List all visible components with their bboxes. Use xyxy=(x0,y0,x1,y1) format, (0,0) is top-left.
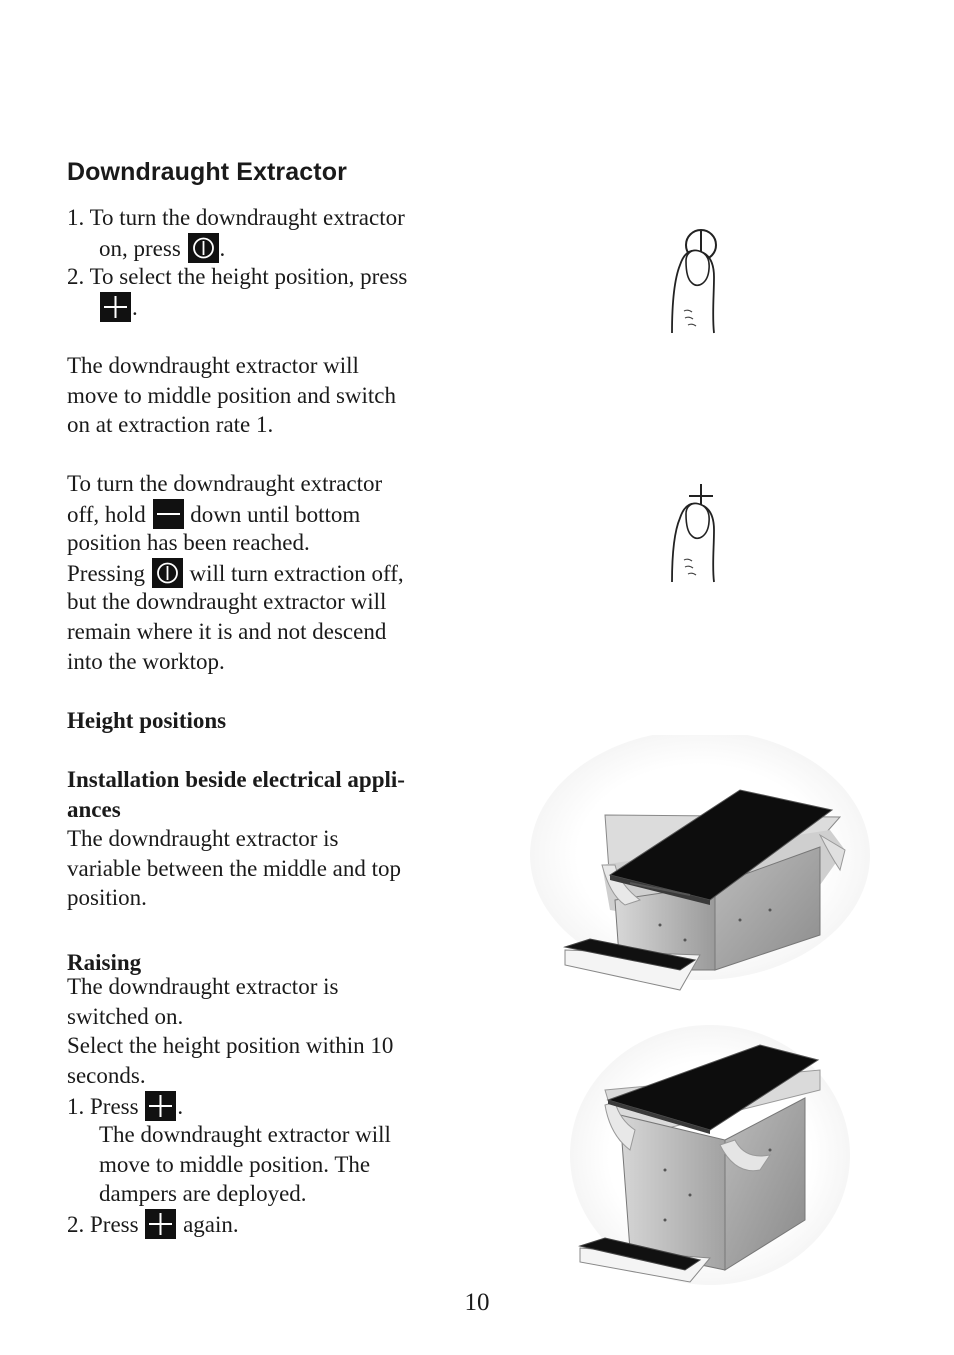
step1-line2-pre: on, press xyxy=(99,236,181,261)
paragraph-line-with-key xyxy=(67,499,360,530)
power-key-icon xyxy=(188,233,219,263)
paragraph-line: into the worktop. xyxy=(67,649,225,674)
step2-line1: 2. To select the height position, press xyxy=(67,264,408,289)
heading-height-positions: Height positions xyxy=(67,708,227,733)
page-number: 10 xyxy=(464,1289,490,1316)
extractor-middle-position-illustration xyxy=(530,735,870,995)
paragraph-line: The downdraught extractor will xyxy=(67,353,359,378)
paragraph-line: move to middle position and switch xyxy=(67,383,396,408)
heading-installation: Installation beside electrical appli- xyxy=(67,767,405,792)
step2-line2-post: . xyxy=(132,295,138,320)
list1-post: . xyxy=(177,1094,184,1119)
list-item-sub: The downdraught extractor will xyxy=(99,1122,391,1147)
finger-press-power-icon xyxy=(660,225,730,340)
p2-line2-post: down until bottom xyxy=(190,502,361,527)
paragraph-line: The downdraught extractor is xyxy=(67,826,339,851)
paragraph-line: variable between the middle and top xyxy=(67,856,402,881)
paragraph-line: To turn the downdraught extractor xyxy=(67,471,383,496)
step2-line2 xyxy=(99,292,138,323)
list1-pre: 1. Press xyxy=(67,1094,139,1119)
list-item-sub: dampers are deployed. xyxy=(99,1181,307,1206)
step1-line2-post: . xyxy=(219,236,226,261)
p2-line2-pre: off, hold xyxy=(67,502,146,527)
step1-line1: 1. To turn the downdraught extractor xyxy=(67,205,405,230)
paragraph-line: position has been reached. xyxy=(67,530,310,555)
plus-key-icon xyxy=(145,1209,176,1239)
plus-key-icon xyxy=(145,1091,176,1121)
list-item xyxy=(67,1091,183,1122)
paragraph-line: Select the height position within 10 xyxy=(67,1033,394,1058)
paragraph-line: remain where it is and not descend xyxy=(67,619,387,644)
paragraph-line: switched on. xyxy=(67,1004,184,1029)
finger-press-plus-icon xyxy=(660,480,730,590)
paragraph-line: position. xyxy=(67,885,147,910)
list-item-sub: move to middle position. The xyxy=(99,1152,371,1177)
paragraph-line: but the downdraught extractor will xyxy=(67,589,387,614)
paragraph-line-with-key xyxy=(67,558,404,589)
step1-line2 xyxy=(99,233,225,264)
page-title: Downdraught Extractor xyxy=(67,158,347,186)
paragraph-line: The downdraught extractor is xyxy=(67,974,339,999)
paragraph-line: seconds. xyxy=(67,1063,146,1088)
list2-post: again. xyxy=(183,1212,239,1237)
extractor-top-position-illustration xyxy=(560,1020,850,1290)
minus-key-icon xyxy=(153,499,184,529)
power-key-icon xyxy=(152,558,183,588)
heading-installation: ances xyxy=(67,797,121,822)
p2-line4-post: will turn extraction off, xyxy=(189,561,404,586)
plus-key-icon xyxy=(100,292,131,322)
heading-raising: Raising xyxy=(67,950,142,975)
list-item xyxy=(67,1209,239,1240)
list2-pre: 2. Press xyxy=(67,1212,139,1237)
paragraph-line: on at extraction rate 1. xyxy=(67,412,274,437)
p2-line4-pre: Pressing xyxy=(67,561,145,586)
